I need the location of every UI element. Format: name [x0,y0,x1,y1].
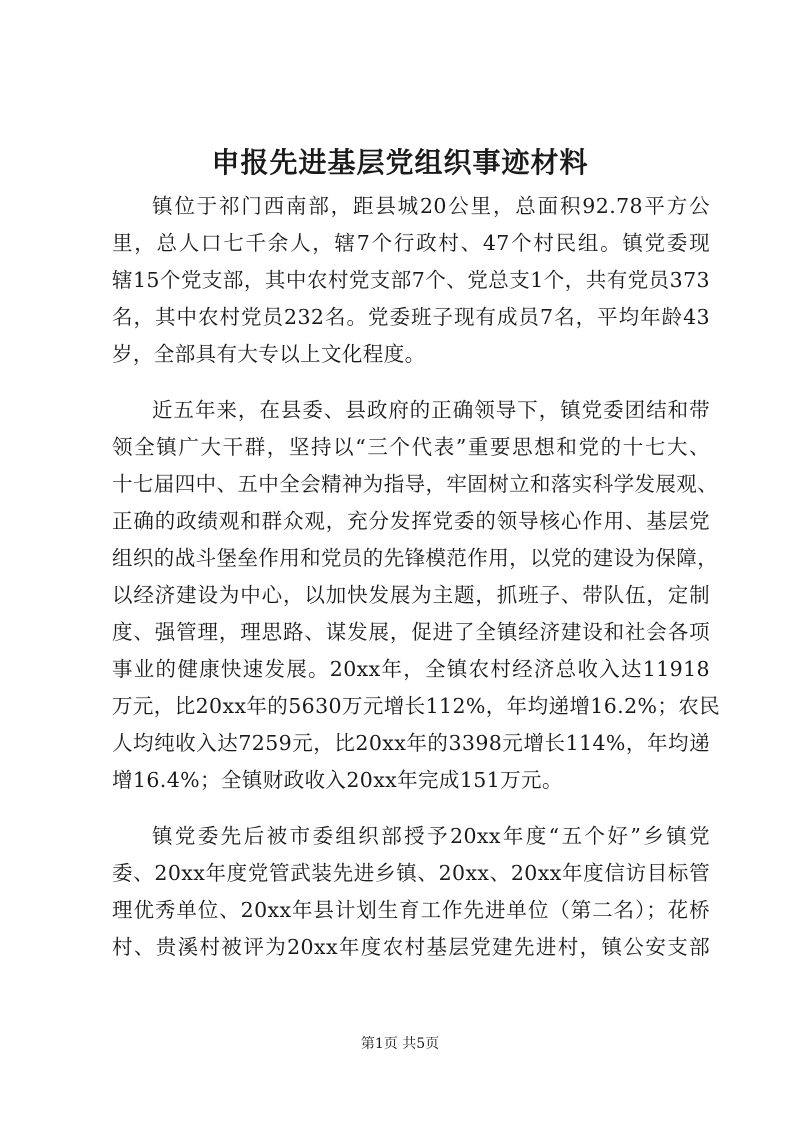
paragraph-2-line-10: 人均纯收入达7259元，比20xx年的3398元增长114%，年均递 [112,731,710,755]
paragraph-3-line-4: 村、贵溪村被评为20xx年度农村基层党建先进村，镇公安支部 [112,935,710,959]
paragraph-2-line-9: 万元，比20xx年的5630万元增长112%，年均递增16.2%；农民 [112,694,721,718]
document-title: 申报先进基层党组织事迹材料 [211,146,589,179]
paragraph-2-line-3: 十七届四中、五中全会精神为指导，牢固树立和落实科学发展观、 [112,472,719,496]
paragraph-1-line-2: 里，总人口七千余人，辖7个行政村、47个村民组。镇党委现 [112,231,710,255]
paragraph-2-line-7: 度、强管理，理思路、谋发展，促进了全镇经济建设和社会各项 [112,620,710,644]
paragraph-1-line-3: 辖15个党支部，其中农村党支部7个、党总支1个，共有党员373 [112,268,710,292]
paragraph-2-line-11: 增16.4%；全镇财政收入20xx年完成151万元。 [112,768,563,792]
paragraph-2-line-1: 近五年来，在县委、县政府的正确领导下，镇党委团结和带 [152,398,710,422]
page-footer: 第1页 共5页 [360,1036,440,1052]
paragraph-1-line-5: 岁，全部具有大专以上文化程度。 [112,342,426,366]
paragraph-3-line-3: 理优秀单位、20xx年县计划生育工作先进单位（第二名）；花桥 [112,898,710,922]
paragraph-3-line-1: 镇党委先后被市委组织部授予20xx年度“五个好”乡镇党 [152,824,710,848]
paragraph-2-line-6: 以经济建设为中心，以加快发展为主题，抓班子、带队伍，定制 [112,583,710,607]
paragraph-2-line-8: 事业的健康快速发展。20xx年，全镇农村经济总收入达11918 [112,657,710,681]
paragraph-1-line-4: 名，其中农村党员232名。党委班子现有成员7名，平均年龄43 [112,305,710,329]
paragraph-1-line-1: 镇位于祁门西南部，距县城20公里，总面积92.78平方公 [152,194,710,218]
paragraph-2-line-5: 组织的战斗堡垒作用和党员的先锋模范作用，以党的建设为保障， [112,546,719,570]
paragraph-2-line-4: 正确的政绩观和群众观，充分发挥党委的领导核心作用、基层党 [112,509,710,533]
paragraph-3-line-2: 委、20xx年度党管武装先进乡镇、20xx、20xx年度信访目标管 [112,861,710,885]
paragraph-2-line-2: 领全镇广大干群，坚持以“三个代表”重要思想和党的十七大、 [112,435,710,459]
